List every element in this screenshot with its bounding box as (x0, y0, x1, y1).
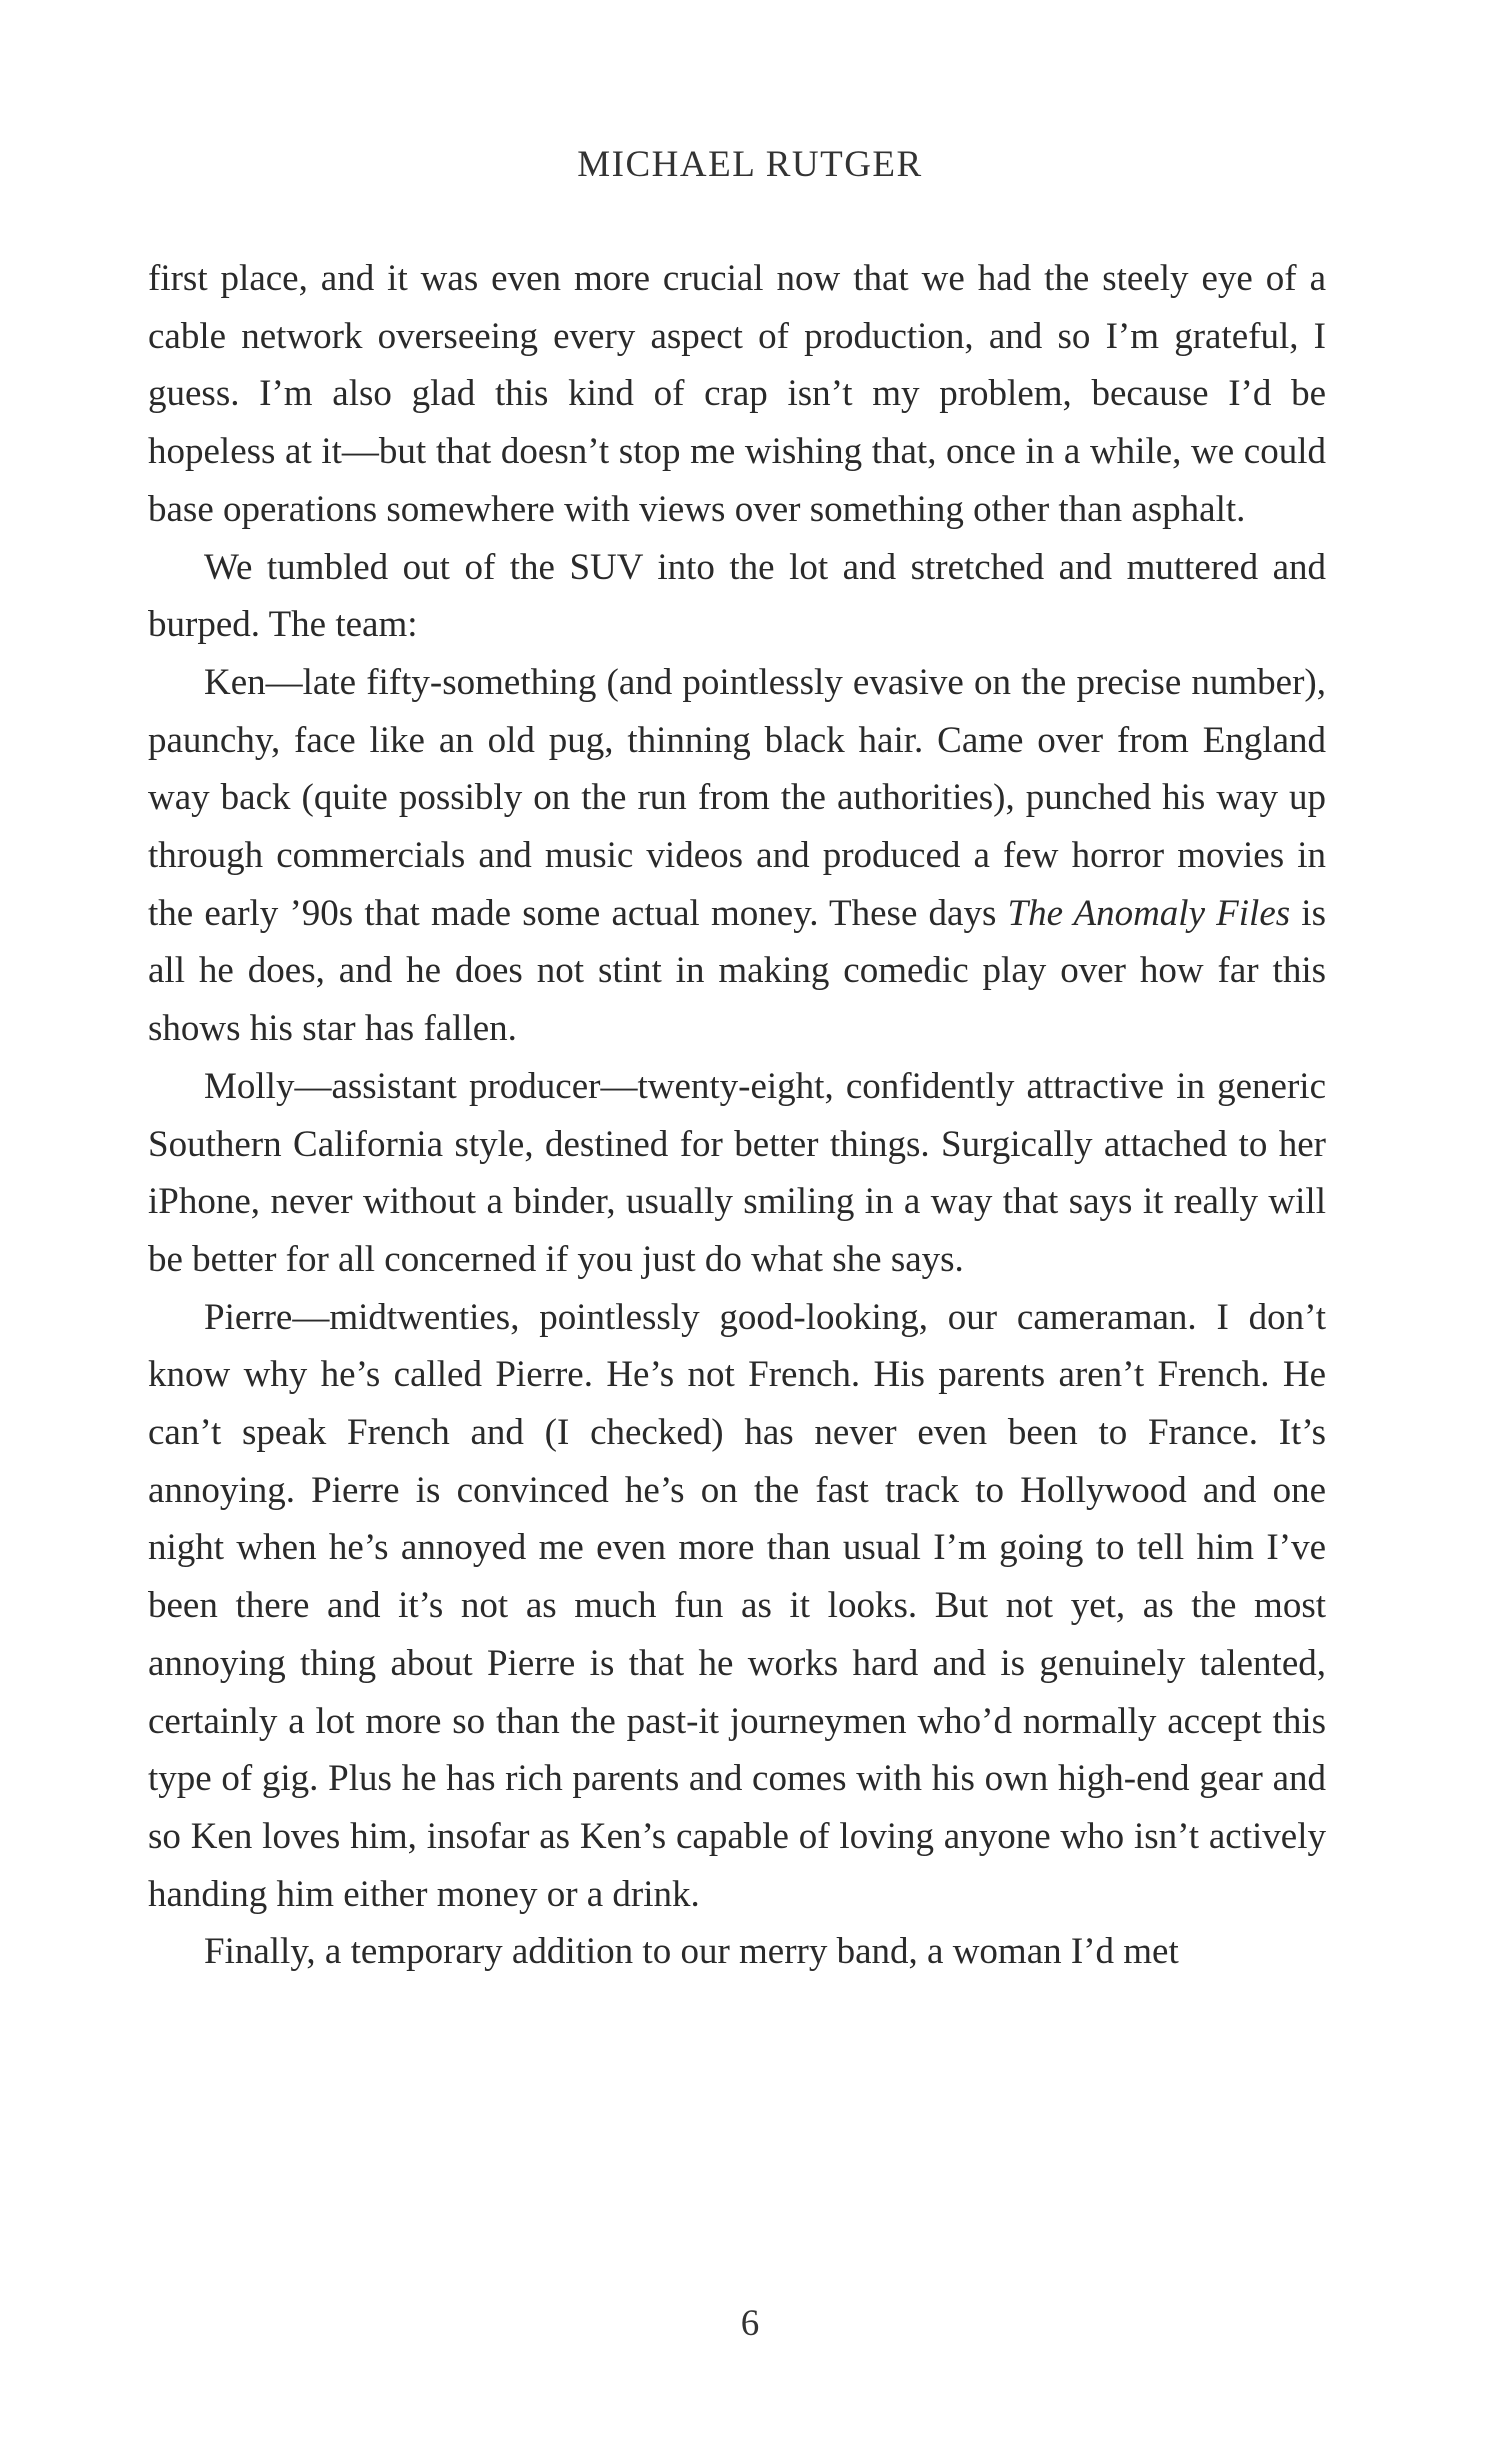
paragraph-3 (148, 654, 1326, 1058)
paragraph-3-text-after-title: is all he does, and he does not stint in making comedic play over how far this shows his star has fallen. (148, 892, 1326, 1050)
paragraph-3-text-before-title: Ken—late fifty-something (and pointlessly evasive on the precise number), paunchy, face like an old pug, thinning black hair. Came over from England way back (quite possibly on the run from the authorities), punched his way up through commercials and music videos and produced a few horror movies in the early ’90s that made some actual money. These days (148, 661, 1326, 934)
show-title: The Anomaly Files (1007, 892, 1291, 934)
page-number: 6 (740, 2303, 760, 2344)
running-head: MICHAEL RUTGER (577, 144, 923, 185)
paragraph-5: Pierre—midtwenties, pointlessly good-looking, our cameraman. I don’t know why he’s called Pierre. He’s not French. His parents aren’t French. He can’t speak French and (I checked) has never even been to France. It’s annoying. Pierre is convinced he’s on the fast track to Hollywood and one night when he’s annoyed me even more than usual I’m going to tell him I’ve been there and it’s not as much fun as it looks. But not yet, as the most annoying thing about Pierre is that he works hard and is genuinely talented, certainly a lot more so than the past-it journeymen who’d normally accept this type of gig. Plus he has rich parents and comes with his own high-end gear and so Ken loves him, insofar as Ken’s capable of loving anyone who isn’t actively handing him either money or a drink. (148, 1296, 1326, 1915)
paragraph-1: first place, and it was even more crucial now that we had the steely eye of a cable network overseeing every aspect of production, and so I’m grateful, I guess. I’m also glad this kind of crap isn’t my problem, because I’d be hopeless at it—but that doesn’t stop me wishing that, once in a while, we could base operations somewhere with views over something other than asphalt. (148, 258, 1326, 530)
paragraph-4: Molly—assistant producer—twenty-eight, confidently attractive in generic Southern California style, destined for better things. Surgically attached to her iPhone, never without a binder, usually smiling in a way that says it really will be better for all concerned if you just do what she says. (148, 1065, 1326, 1280)
body-text (148, 250, 1326, 1981)
paragraph-2: We tumbled out of the SUV into the lot and stretched and muttered and burped. The team: (148, 546, 1326, 646)
paragraph-6: Finally, a temporary addition to our merry band, a woman I’d met (204, 1931, 1179, 1973)
